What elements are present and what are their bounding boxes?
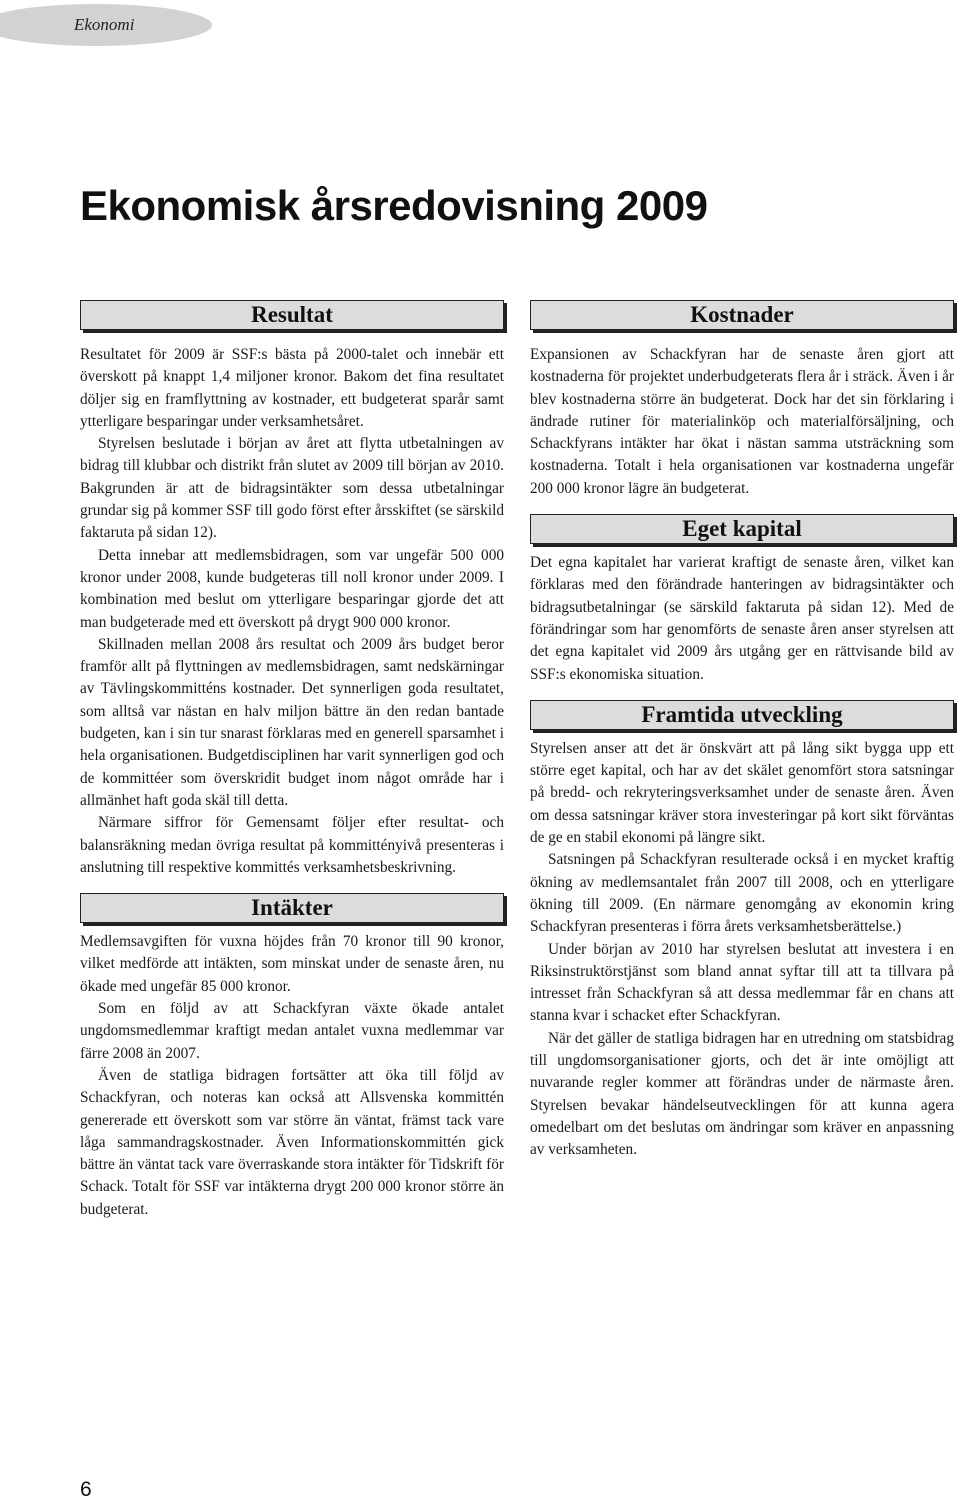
paragraph: Medlemsavgiften för vuxna höjdes från 70 kronor till 90 kronor, vilket medförde att intäkten, som minskat under de senaste åren, nu ökade med ungefär 85 000 kronor. (80, 933, 504, 995)
section-body-intakter (80, 931, 504, 1221)
section-heading-intakter: Intäkter (80, 893, 504, 923)
paragraph: Närmare siffror för Gemensamt följer efter resultat- och balansräkning medan övriga resultat på kommittényivå presenteras i anslutning till respektive kommittés verksamhetsbeskrivning. (80, 814, 504, 876)
paragraph: Det egna kapitalet har varierat kraftigt de senaste åren, vilket kan förklaras med den förändrade hanteringen av bidragsintäkter och bidragsutbetalningar (se särskild faktaruta på sidan 12). Med de förändringar som har genomförts de senaste åren anser styrelsen att det egna kapitalet vid 2009 års utgång ger en rättvisande bild av SSF:s ekonomiska situation. (530, 554, 954, 683)
paragraph: Styrelsen anser att det är önskvärt att på lång sikt bygga upp ett större eget kapital, och har av det skälet genomfört stora satsningar på bredd- och rekryteringsverksamhet under de senaste åren. Även om dessa satsningar kräver stora investeringar på kort sikt förväntas de ge en stabil ekonomi på längre sikt. (530, 739, 954, 847)
right-column (530, 300, 954, 1162)
page-title: Ekonomisk årsredovisning 2009 (80, 182, 708, 229)
paragraph: Satsningen på Schackfyran resulterade också i en mycket kraftig ökning av medlemsantalet från 2007 till 2008, och en ytterligare ökning till 2009. (En närmare genomgång av ekonomin kring Schackfyran presenteras i förra årets verksamhetsberättelse.) (530, 851, 954, 936)
section-body-framtida-utveckling (530, 738, 954, 1162)
section-body-eget-kapital (530, 552, 954, 686)
paragraph: Även de statliga bidragen fortsätter att öka till följd av Schackfyran, och noteras kan också att Allsvenska kommittén genererade ett överskott som var större än väntat, främst tack vare låga sammandragskostnader. Även Informationskommittén gick bättre än väntat tack vare överraskande stora intäkter för Tidskrift för Schack. Totalt för SSF var intäkterna drygt 200 000 kronor större än budgeterat. (80, 1066, 504, 1218)
section-tag-label: Ekonomi (74, 15, 135, 34)
section-heading-kostnader: Kostnader (530, 300, 954, 330)
paragraph: Styrelsen beslutade i början av året att flytta utbetalningen av bidrag till klubbar och distrikt från slutet av 2009 till början av 2010. Bakgrunden är att de bidragsintäkter som dessa utbetalningar grundar sig på kommer SSF till godo först efter årsskiftet (se särskild faktaruta på sidan 12). (80, 435, 504, 542)
section-heading-resultat: Resultat (80, 300, 504, 330)
paragraph: När det gäller de statliga bidragen har en utredning om statsbidrag till ungdomsorganisationer gjorts, och det är inte omöjligt att nuvarande regler kommer att förändras under de närmaste åren. Styrelsen bevakar händelseutvecklingen för att kunna agera omedelbart om det beslutas om ändringar som kräver en anpassning av verksamheten. (530, 1029, 954, 1159)
section-tag (0, 4, 212, 46)
paragraph: Som en följd av att Schackfyran växte ökade antalet ungdomsmedlemmar kraftigt medan antalet vuxna medlemmar var färre 2008 än 2007. (80, 1000, 504, 1062)
paragraph: Resultatet för 2009 är SSF:s bästa på 2000-talet och innebär ett överskott på knappt 1,4 miljoner kronor. Bakom det fina resultatet döljer sig en framflyttning av kostnader, ett budgeterat sparår samt ytterligare besparingar under verksamhetsåret. (80, 346, 504, 430)
left-column (80, 300, 504, 1221)
paragraph: Expansionen av Schackfyran har de senaste åren gjort att kostnaderna för projektet underbudgeterats flera år i sträck. Även i år blev kostnaderna större än budgeterat. Dock har det sin förklaring i ändrade rutiner för materialinköp och materialförsäljning, och Schackfyrans intäkter har ökat i nästan samma utsträckning som kostnaderna. Totalt i hela organisationen var kostnaderna ungefär 200 000 kronor lägre än budgeterat. (530, 346, 954, 497)
paragraph: Under början av 2010 har styrelsen beslutat att investera i en Riksinstruktörstjänst som bland annat syftar till att ta tillvara på intresset från Schackfyran så att dessa medlemmar får en chans att stanna kvar i schacket efter Schackfyran. (530, 940, 954, 1025)
section-heading-framtida-utveckling: Framtida utveckling (530, 700, 954, 730)
section-body-resultat (80, 344, 504, 879)
paragraph: Detta innebar att medlemsbidragen, som var ungefär 500 000 kronor under 2008, kunde budgeteras till noll kronor under 2009. I kombination med beslut om ytterligare besparingar gjorde det att man budgeterade med ett överskott på drygt 900 000 kronor. (80, 546, 504, 631)
paragraph: Skillnaden mellan 2008 års resultat och 2009 års budget beror framför allt på flyttningen av medlemsbidragen, samt nedskärningar av Tävlingskommitténs kostnader. Det synnerligen goda resultatet, som alltså var nästan en halv miljon bättre än den redan bantade budgeten, kan i sin tur snarast förklaras med en generell sparsamhet i hela organisationen. Budgetdisciplinen har varit synnerligen god och de kommittéer som överskridit budget inom något område har i allmänhet haft goda skäl till detta. (80, 635, 504, 809)
page-number: 6 (80, 1478, 92, 1501)
section-heading-eget-kapital: Eget kapital (530, 514, 954, 544)
section-body-kostnader (530, 344, 954, 500)
